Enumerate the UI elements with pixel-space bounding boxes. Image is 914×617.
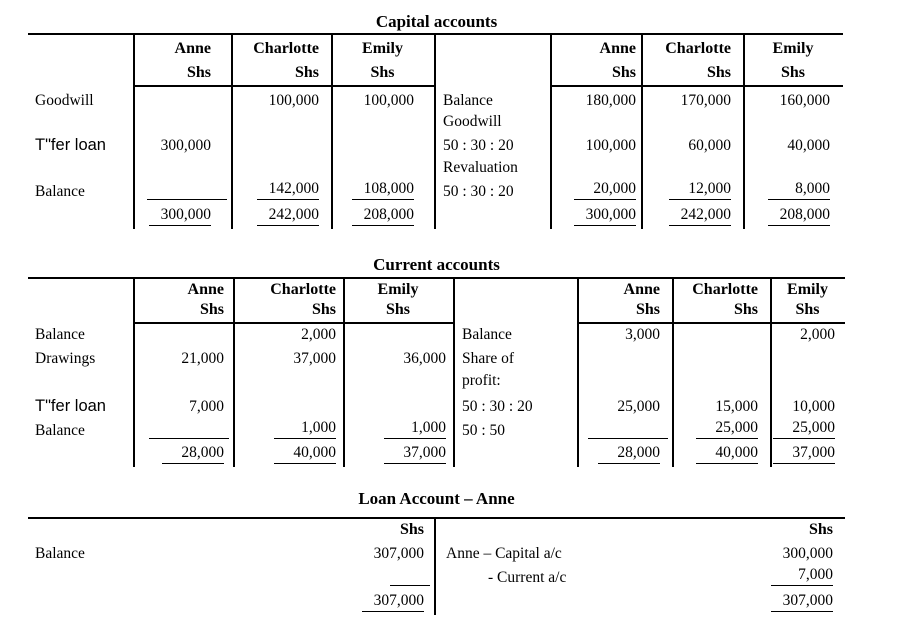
unit-header: Shs	[233, 302, 343, 324]
col-header-emily: Emily	[770, 279, 845, 302]
amount-cell	[133, 133, 231, 157]
unit-header: Shs	[231, 61, 331, 87]
amount: 7,000	[771, 567, 833, 586]
rule-line	[149, 423, 229, 439]
amount: 2,000	[800, 325, 835, 343]
amount: 12,000	[669, 181, 731, 200]
total-amount: 208,000	[352, 207, 414, 226]
row-desc: Goodwill	[434, 112, 550, 133]
amount-cell	[641, 112, 743, 133]
total-amount: 28,000	[598, 445, 660, 464]
amount-cell	[233, 418, 343, 442]
total-amount: 40,000	[696, 445, 758, 464]
amount-cell	[674, 565, 845, 589]
amount-cell	[133, 87, 231, 112]
total-cell	[133, 442, 233, 467]
amount: 100,000	[363, 91, 414, 109]
amount: 21,000	[181, 349, 224, 367]
row-desc: 50 : 30 : 20	[434, 133, 550, 157]
unit-header: Shs	[770, 302, 845, 324]
amount-cell	[343, 418, 453, 442]
row-desc: - Current a/c	[434, 565, 674, 589]
row-label	[28, 565, 328, 589]
amount: 7,000	[189, 397, 224, 415]
amount: 25,000	[773, 420, 835, 439]
amount: 100,000	[585, 136, 636, 154]
row-label: T"fer loan	[35, 396, 106, 415]
amount-cell	[133, 324, 233, 346]
amount-cell	[641, 179, 743, 203]
amount-cell	[133, 392, 233, 418]
amount-cell	[231, 179, 331, 203]
amount-cell	[672, 418, 770, 442]
row-desc: profit:	[453, 370, 577, 392]
row-desc: Revaluation	[434, 157, 550, 179]
unit-header: Shs	[641, 61, 743, 87]
amount-cell	[231, 87, 331, 112]
total-cell	[674, 589, 845, 615]
row-label: Goodwill	[35, 91, 94, 109]
row-desc: 50 : 30 : 20	[453, 392, 577, 418]
amount-cell	[331, 87, 434, 112]
blank-total-line	[133, 418, 233, 442]
total-cell	[231, 203, 331, 229]
col-header-emily: Emily	[331, 35, 434, 61]
amount-cell	[743, 133, 843, 157]
total-cell	[672, 442, 770, 467]
amount-cell	[550, 133, 641, 157]
amount-cell	[550, 112, 641, 133]
amount: 40,000	[787, 136, 830, 154]
amount-cell	[641, 133, 743, 157]
amount-cell	[133, 370, 233, 392]
corner-cell	[28, 302, 133, 324]
row-label	[28, 112, 133, 133]
amount: 142,000	[257, 181, 319, 200]
amount: 15,000	[715, 397, 758, 415]
total-cell	[233, 442, 343, 467]
row-label: Balance	[35, 325, 85, 343]
capital-accounts-table	[28, 33, 843, 229]
total-amount: 242,000	[257, 207, 319, 226]
amount-cell	[231, 112, 331, 133]
amount-cell	[328, 542, 434, 565]
amount-cell	[550, 157, 641, 179]
desc-header-cell	[434, 35, 550, 61]
col-header-emily: Emily	[743, 35, 843, 61]
total-cell	[133, 203, 231, 229]
row-desc: 50 : 50	[453, 418, 577, 442]
col-header-charlotte: Charlotte	[641, 35, 743, 61]
amount-cell	[641, 157, 743, 179]
amount-cell	[343, 370, 453, 392]
corner-cell	[28, 519, 328, 542]
amount: 170,000	[680, 91, 731, 109]
desc-header-cell	[453, 302, 577, 324]
row-label	[28, 203, 133, 229]
unit-header: Shs	[550, 61, 641, 87]
amount: 10,000	[792, 397, 835, 415]
total-amount: 242,000	[669, 207, 731, 226]
amount-cell	[770, 370, 845, 392]
row-label: Drawings	[35, 349, 96, 367]
row-label	[28, 370, 133, 392]
row-label	[28, 589, 328, 615]
amount-cell	[770, 392, 845, 418]
amount-cell	[770, 346, 845, 370]
amount-cell	[233, 324, 343, 346]
total-cell	[641, 203, 743, 229]
corner-cell	[28, 61, 133, 87]
total-amount: 37,000	[384, 445, 446, 464]
amount: 25,000	[696, 420, 758, 439]
loan-account-title: Loan Account – Anne	[358, 489, 515, 508]
total-cell	[743, 203, 843, 229]
loan-account-table	[28, 517, 845, 615]
current-accounts-table	[28, 277, 845, 467]
corner-cell	[28, 35, 133, 61]
amount-cell	[672, 324, 770, 346]
total-amount: 208,000	[768, 207, 830, 226]
amount: 108,000	[352, 181, 414, 200]
amount-cell	[231, 133, 331, 157]
amount-cell	[133, 157, 231, 179]
amount-cell	[770, 418, 845, 442]
total-cell	[770, 442, 845, 467]
col-header-charlotte: Charlotte	[672, 279, 770, 302]
total-amount: 307,000	[362, 593, 424, 612]
desc-header-cell	[434, 61, 550, 87]
amount-cell	[133, 112, 231, 133]
amount-cell	[233, 392, 343, 418]
amount-cell	[343, 346, 453, 370]
amount-cell	[672, 346, 770, 370]
total-amount: 307,000	[771, 593, 833, 612]
row-label	[28, 157, 133, 179]
blank-total-line	[577, 418, 672, 442]
unit-header: Shs	[331, 61, 434, 87]
row-label: T"fer loan	[35, 135, 106, 154]
amount-cell	[770, 324, 845, 346]
col-header-anne: Anne	[577, 279, 672, 302]
amount-cell	[233, 346, 343, 370]
amount-cell	[577, 392, 672, 418]
amount-cell	[743, 112, 843, 133]
col-header-anne: Anne	[133, 35, 231, 61]
amount: 307,000	[373, 544, 424, 562]
unit-header: Shs	[672, 302, 770, 324]
amount: 180,000	[585, 91, 636, 109]
total-amount: 28,000	[162, 445, 224, 464]
row-desc	[453, 442, 577, 467]
amount: 60,000	[688, 136, 731, 154]
amount: 1,000	[384, 420, 446, 439]
unit-header: Shs	[399, 521, 424, 539]
row-desc: Balance	[434, 87, 550, 112]
current-accounts-title: Current accounts	[373, 255, 500, 274]
amount: 36,000	[403, 349, 446, 367]
amount-cell	[331, 179, 434, 203]
amount-cell	[743, 157, 843, 179]
col-header-anne: Anne	[133, 279, 233, 302]
row-desc	[434, 203, 550, 229]
col-header-emily: Emily	[343, 279, 453, 302]
total-cell	[550, 203, 641, 229]
total-cell	[328, 589, 434, 615]
unit-header: Shs	[133, 302, 233, 324]
amount: 37,000	[293, 349, 336, 367]
amount-cell	[343, 324, 453, 346]
row-desc: Anne – Capital a/c	[434, 542, 674, 565]
amount: 3,000	[625, 325, 660, 343]
unit-header: Shs	[808, 521, 833, 539]
amount-cell	[743, 87, 843, 112]
amount-cell	[577, 324, 672, 346]
amount-cell	[577, 346, 672, 370]
amount: 2,000	[301, 325, 336, 343]
blank-total-line	[133, 179, 231, 203]
row-label	[28, 442, 133, 467]
row-label: Balance	[35, 544, 85, 562]
amount-cell	[577, 370, 672, 392]
amount-cell	[133, 346, 233, 370]
rule-line	[588, 423, 668, 439]
amount-cell	[231, 157, 331, 179]
capital-accounts-title: Capital accounts	[375, 12, 498, 31]
total-cell	[343, 442, 453, 467]
amount: 1,000	[274, 420, 336, 439]
amount: 8,000	[768, 181, 830, 200]
amount-cell	[672, 370, 770, 392]
unit-header: Shs	[343, 302, 453, 324]
amount-cell	[672, 392, 770, 418]
col-header-charlotte: Charlotte	[231, 35, 331, 61]
total-amount: 300,000	[574, 207, 636, 226]
unit-header: Shs	[743, 61, 843, 87]
amount: 300,000	[782, 544, 833, 562]
row-label: Balance	[35, 421, 85, 439]
amount-cell	[233, 370, 343, 392]
total-amount: 37,000	[773, 445, 835, 464]
total-amount: 300,000	[149, 207, 211, 226]
amount: 300,000	[160, 136, 211, 154]
total-cell	[577, 442, 672, 467]
row-desc	[434, 589, 674, 615]
corner-cell	[28, 279, 133, 302]
rule-line	[147, 184, 227, 200]
amount: 20,000	[574, 181, 636, 200]
desc-header-cell	[434, 519, 674, 542]
amount-cell	[331, 112, 434, 133]
amount: 25,000	[617, 397, 660, 415]
amount-cell	[743, 179, 843, 203]
row-desc: 50 : 30 : 20	[434, 179, 550, 203]
amount: 100,000	[268, 91, 319, 109]
amount-cell	[331, 157, 434, 179]
row-desc: Share of	[453, 346, 577, 370]
unit-header: Shs	[133, 61, 231, 87]
amount-cell	[550, 87, 641, 112]
desc-header-cell	[453, 279, 577, 302]
total-cell	[331, 203, 434, 229]
unit-header: Shs	[577, 302, 672, 324]
amount-cell	[550, 179, 641, 203]
amount-cell	[674, 542, 845, 565]
col-header-charlotte: Charlotte	[233, 279, 343, 302]
blank-total-line	[328, 565, 434, 589]
amount-cell	[641, 87, 743, 112]
amount-cell	[331, 133, 434, 157]
amount: 160,000	[779, 91, 830, 109]
row-desc: Balance	[453, 324, 577, 346]
col-header-anne: Anne	[550, 35, 641, 61]
rule-line	[390, 570, 430, 586]
amount-cell	[343, 392, 453, 418]
total-amount: 40,000	[274, 445, 336, 464]
row-label: Balance	[35, 182, 85, 200]
